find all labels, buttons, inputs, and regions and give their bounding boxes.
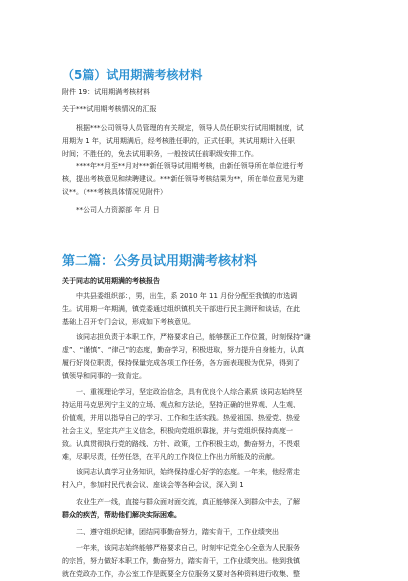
attachment-line: 附件 19：试用期满考核材料	[62, 88, 151, 96]
text-line: 虚”、“谨慎”、“律己”的态度，勤奋学习，积极进取，努力提升自身能力，认真	[62, 346, 305, 354]
text-line: 难，尽职尽责，任劳任怨，在平凡的工作岗位上作出力所能及的贡献。	[62, 453, 279, 461]
section-title-2: 第二篇：公务员试用期满考核材料	[62, 254, 258, 269]
signature-line: **公司人力资源部 年 月 日	[76, 206, 160, 214]
text-line: 就在党政办工作，办公室工作是既要全方位服务又要对各种资料进行收集、整	[62, 570, 300, 578]
report-title: 关于***试用期考核情况的汇报	[62, 105, 157, 113]
text-line: 该同志认真学习业务知识，始终保持虚心好学的态度。一年来，他经常走	[76, 468, 300, 476]
paragraph-4	[62, 331, 362, 383]
text-line: 根据***公司领导人员管理的有关规定，领导人员任职实行试用期制度，试	[76, 124, 304, 132]
paragraph-1	[62, 122, 362, 161]
text-line: 履行好岗位职责，保持保量完成各项工作任务，各方面表现极为优异，得到了	[62, 359, 300, 367]
text-line: 村入户，参加村民代表会议、座谈会等各种会议，深入到 1	[62, 481, 244, 489]
text-line: 议**。（***考核具体情况见附件）	[62, 188, 167, 196]
paragraph-7	[62, 496, 362, 522]
text-line: 二、遵守组织纪律，团结同事勤奋努力，踏实肯干，工作业绩突出	[76, 528, 279, 536]
text-line: 镇领导和同事的一致肯定。	[62, 372, 146, 380]
text-line: 核，提出考核意见和续聘建议。***新任领导考核结果为**，所在单位意见为建	[62, 175, 304, 183]
report-title-2: 关于同志的试用期满的考核报告	[62, 277, 160, 285]
paragraph-9	[62, 542, 362, 581]
text-line: 基础上召开专门会议，形成如下考核意见。	[62, 318, 195, 326]
text-line: 该同志担负责于本职工作，严格要求自己，能够摆正工作位置，时刻保持“谦	[76, 333, 311, 341]
text-line: ****年**月至**月对***新任领导试用期考核，由新任领导所在单位进行考	[76, 162, 304, 170]
paragraph-2	[62, 160, 362, 199]
text-line: 一、重视理论学习，坚定政治信念，具有优良个人综合素质 该同志始终坚	[76, 388, 303, 396]
text-line: 的宗旨，努力做好本职工作，勤奋努力，踏实肯干，工作业绩突出。他到我镇	[62, 557, 300, 565]
paragraph-8	[62, 526, 362, 539]
text-line: 社会主义，坚定共产主义信念，积极向党组织靠拢，并与党组织保持高度一	[62, 427, 293, 435]
text-line: 农业生产一线，直接与群众面对面交流，真正能够深入到群众中去，了解	[76, 498, 300, 506]
text-line: 生。试用期一年期满，镇党委通过组织镇机关干部进行民主测评和谈话，在此	[62, 305, 300, 313]
text-line: 价值观，并用以指导自己的学习、工作和生活实践。热爱祖国、热爱党、热爱	[62, 414, 300, 422]
text-line: 持运用马克思列宁主义的立场、观点和方法论，坚持正确的世界观、人生观、	[62, 401, 300, 409]
text-line: 群众的疾苦，帮助他们解决实际困难。	[62, 511, 181, 519]
text-line: 一年来，该同志始终能够严格要求自己，时刻牢记党全心全意为人民服务	[76, 544, 300, 552]
text-line: 用期为 1 年，试用期满后，经考核胜任职的，正式任职，其试用期计入任职	[62, 137, 295, 145]
text-line: 中共县委组织部：，男，出生，系 2010 年 11 月份分配至我镇的市选调	[76, 292, 298, 300]
text-line: 时间；不胜任的，免去试用职务，一般按试任前职级安排工作。	[62, 150, 258, 158]
paragraph-5	[62, 386, 362, 464]
paragraph-6	[62, 466, 362, 492]
text-line: 致。认真贯彻执行党的路线、方针、政策，工作积极主动，勤奋努力，不畏艰	[62, 440, 300, 448]
section-title: （5篇）试用期满考核材料	[62, 68, 203, 82]
paragraph-3	[62, 290, 362, 329]
